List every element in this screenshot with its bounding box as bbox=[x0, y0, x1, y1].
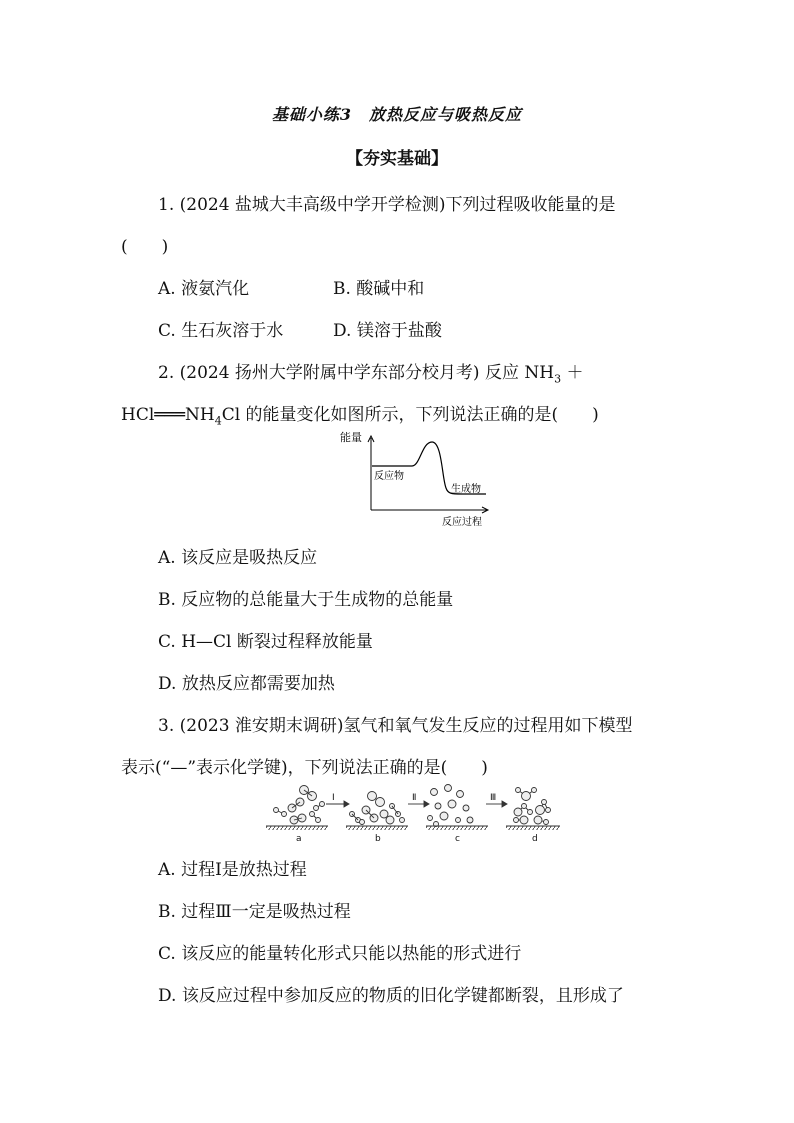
q3-option-b: B. 过程Ⅲ一定是吸热过程 bbox=[158, 902, 351, 922]
stage-label-a: a bbox=[296, 834, 302, 844]
stage-label-b: b bbox=[375, 834, 381, 844]
arrow-label-2: Ⅱ bbox=[412, 793, 417, 803]
q3-option-a: A. 过程Ⅰ是放热过程 bbox=[158, 860, 307, 880]
q1-stem-line2: ( ) bbox=[121, 237, 169, 257]
q3-option-c: C. 该反应的能量转化形式只能以热能的形式进行 bbox=[158, 944, 522, 964]
stage-label-d: d bbox=[532, 834, 538, 844]
stage-label-c: c bbox=[455, 834, 460, 844]
q3-option-d: D. 该反应过程中参加反应的物质的旧化学键都断裂，且形成了 bbox=[158, 986, 624, 1006]
energy-xlabel: 反应过程 bbox=[442, 517, 482, 528]
stage-c-atoms bbox=[428, 785, 474, 827]
q2-option-b: B. 反应物的总能量大于生成物的总能量 bbox=[158, 590, 454, 610]
q2-option-a: A. 该反应是吸热反应 bbox=[158, 548, 318, 568]
q1-stem-line1: 1. (2024 盐城大丰高级中学开学检测)下列过程吸收能量的是 bbox=[158, 195, 616, 215]
q1-option-b: B. 酸碱中和 bbox=[333, 279, 425, 299]
energy-ylabel: 能量 bbox=[340, 431, 362, 444]
stage-b-molecules bbox=[350, 792, 405, 825]
arrow-label-3: Ⅲ bbox=[490, 793, 497, 803]
q2-option-c: C. H—Cl 断裂过程释放能量 bbox=[158, 632, 373, 652]
energy-reactant-label: 反应物 bbox=[374, 471, 404, 482]
q2-stem-line1: 2. (2024 扬州大学附属中学东部分校月考) 反应 $NH_3$ ＋ bbox=[158, 363, 584, 386]
q3-stem-line1: 3. (2023 淮安期末调研)氢气和氧气发生反应的过程用如下模型 bbox=[158, 716, 633, 736]
q1-option-a: A. 液氨汽化 bbox=[158, 279, 250, 299]
reaction-model-figure bbox=[262, 780, 562, 846]
q2-option-d: D. 放热反应都需要加热 bbox=[158, 674, 335, 694]
q1-option-d: D. 镁溶于盐酸 bbox=[333, 321, 442, 341]
section-heading: 【夯实基础】 bbox=[346, 149, 448, 169]
stage-d-molecules bbox=[514, 788, 551, 825]
q2-stem-line2: $HCl═══NH_4Cl$ 的能量变化如图所示，下列说法正确的是( ) bbox=[121, 405, 599, 428]
q1-option-c: C. 生石灰溶于水 bbox=[158, 321, 284, 341]
page-title: 基础小练3 放热反应与吸热反应 bbox=[271, 105, 523, 124]
stage-a-molecules bbox=[274, 786, 325, 825]
q3-stem-line2: 表示(“—”表示化学键)，下列说法正确的是( ) bbox=[121, 758, 488, 778]
energy-diagram bbox=[338, 428, 498, 532]
arrow-label-1: Ⅰ bbox=[332, 793, 335, 803]
energy-product-label: 生成物 bbox=[451, 484, 481, 495]
